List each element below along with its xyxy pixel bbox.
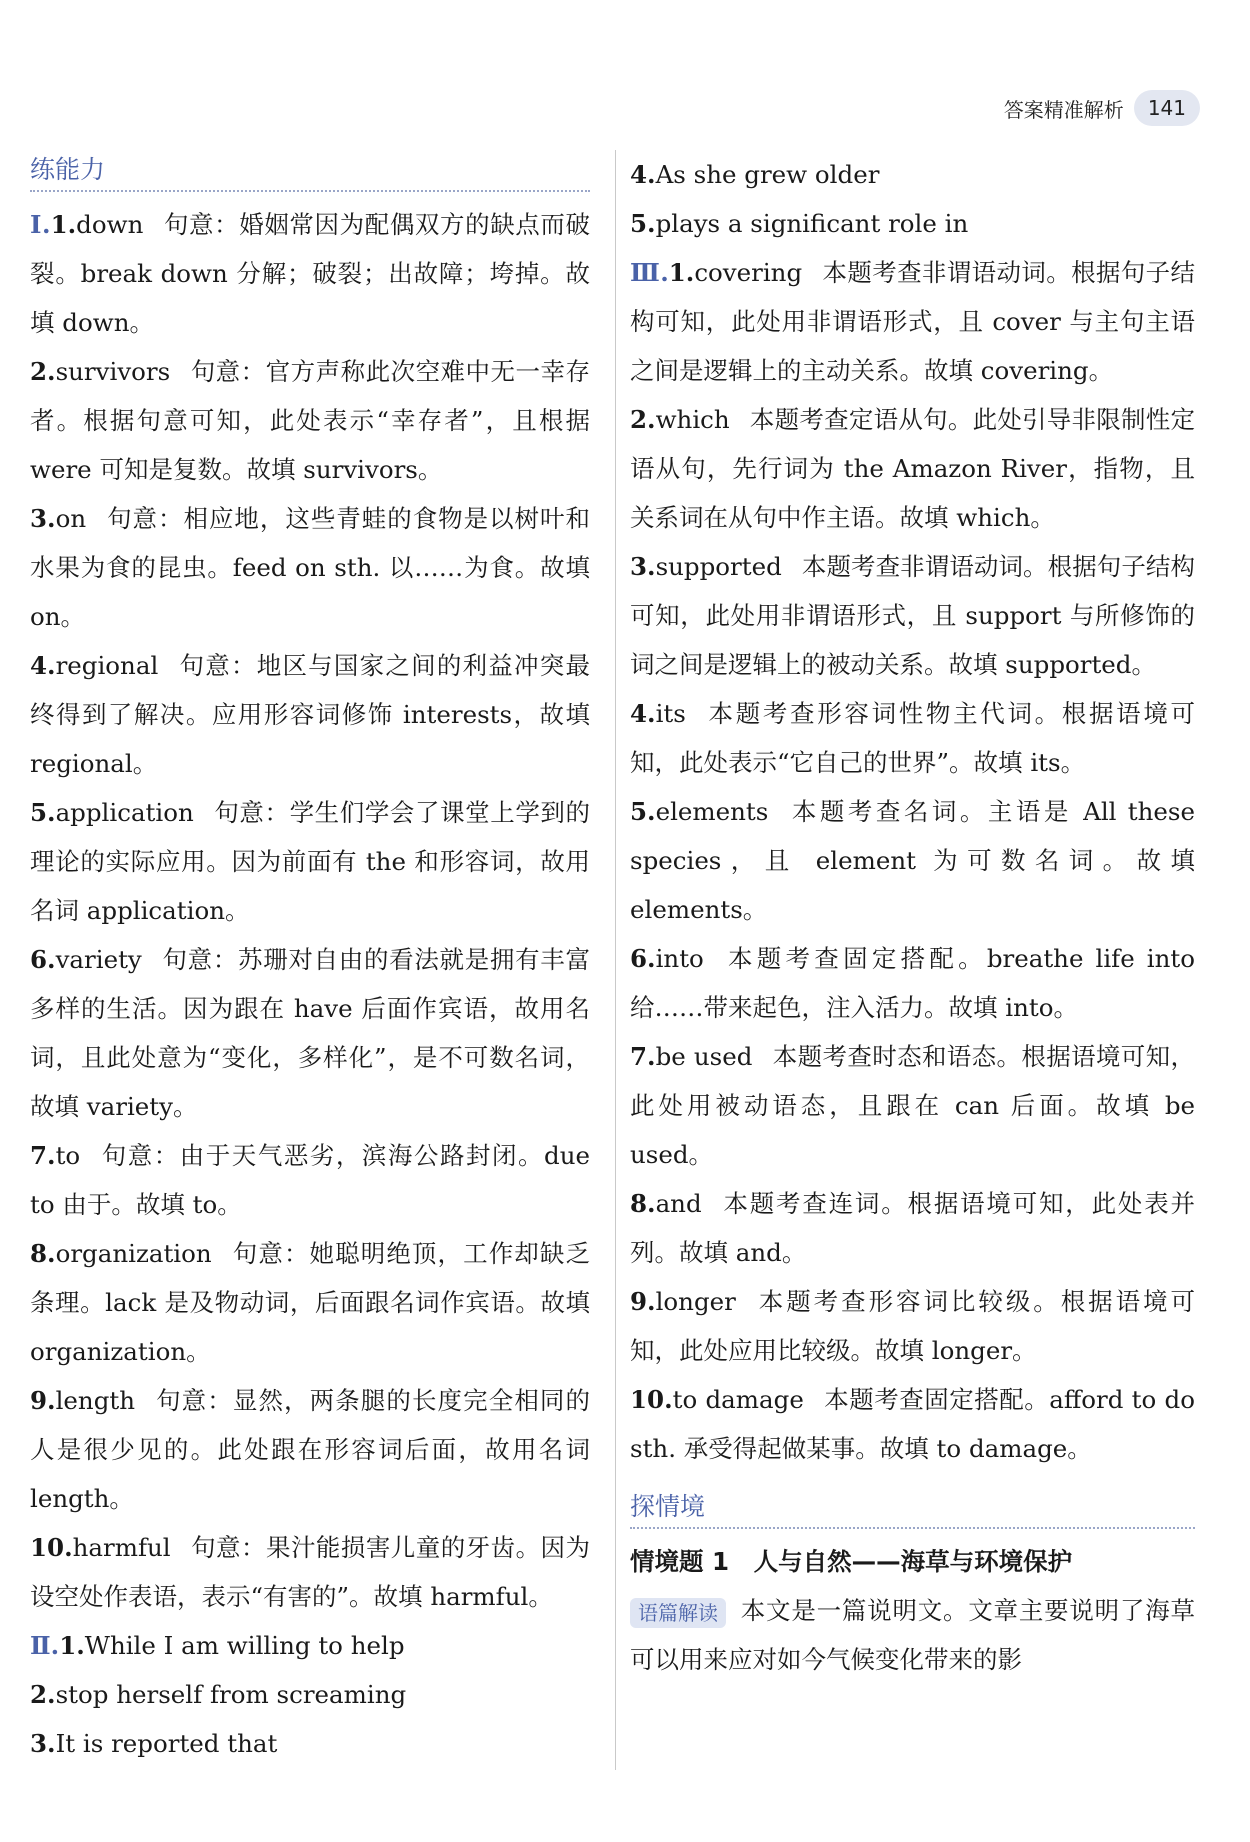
reading-summary — [630, 1586, 1195, 1684]
part1-item-9 — [30, 1376, 590, 1523]
item-answer: regional — [55, 651, 159, 680]
item-number: 9. — [630, 1287, 656, 1316]
header-title: 答案精准解析 — [1003, 97, 1124, 122]
item-explanation: 本题考查固定搭配。afford to do sth. 承受得起做某事。故填 to damage。 — [630, 1385, 1195, 1463]
item-number: 4. — [630, 160, 656, 189]
item-explanation: 本题考查形容词比较级。根据语境可知，此处应用比较级。故填 longer。 — [630, 1287, 1195, 1365]
part3-item-10 — [630, 1375, 1195, 1473]
item-answer: into — [655, 944, 704, 973]
part1-item-8 — [30, 1229, 590, 1376]
item-number: 9. — [30, 1386, 56, 1415]
item-explanation: 句意：学生们学会了课堂上学到的理论的实际应用。因为前面有 the 和形容词，故用名词 application。 — [30, 798, 590, 925]
item-number: 1. — [59, 1631, 85, 1660]
part2-list — [30, 1621, 590, 1768]
part1-item-6 — [30, 935, 590, 1131]
item-number: 3. — [30, 1729, 56, 1758]
item-number: 1. — [50, 210, 77, 239]
item-explanation: 本题考查非谓语动词。根据句子结构可知，此处用非谓语形式，且 cover 与主句主语之间是逻辑上的主动关系。故填 covering。 — [630, 258, 1196, 385]
item-explanation: 本题考查连词。根据语境可知，此处表并列。故填 and。 — [630, 1189, 1195, 1267]
item-answer: and — [655, 1189, 702, 1218]
left-column — [30, 150, 590, 1768]
item-answer: variety — [55, 945, 142, 974]
item-answer: on — [55, 504, 87, 533]
part1-item-5 — [30, 788, 590, 935]
part3-item-4 — [630, 689, 1195, 787]
part3-item-3 — [630, 542, 1195, 689]
part3-item-1 — [630, 248, 1195, 395]
item-number: 3. — [630, 552, 656, 581]
item-explanation: 本题考查名词。主语是 All these species，且 element 为可数名词。故填 elements。 — [630, 797, 1195, 924]
item-answer: As she grew older — [655, 160, 880, 189]
item-number: 8. — [30, 1239, 56, 1268]
item-answer: plays a significant role in — [655, 209, 969, 238]
item-number: 5. — [30, 798, 56, 827]
part3-label: Ⅲ. — [630, 258, 669, 287]
item-number: 1. — [668, 258, 695, 287]
item-number: 10. — [630, 1385, 673, 1414]
item-number: 5. — [630, 797, 656, 826]
item-explanation: 句意：婚姻常因为配偶双方的缺点而破裂。break down 分解；破裂；出故障；垮掉。故填 down。 — [30, 210, 590, 337]
item-explanation: 句意：由于天气恶劣，滨海公路封闭。due to 由于。故填 to。 — [30, 1141, 590, 1219]
part2-cont-item-2 — [630, 199, 1195, 248]
part3-item-5 — [630, 787, 1195, 934]
item-answer: longer — [655, 1287, 736, 1316]
item-number: 7. — [630, 1042, 656, 1071]
item-explanation: 句意：显然，两条腿的长度完全相同的人是很少见的。此处跟在形容词后面，故用名词 length。 — [30, 1386, 590, 1513]
part2-item-2 — [30, 1670, 590, 1719]
item-number: 8. — [630, 1189, 656, 1218]
item-explanation: 本题考查固定搭配。breathe life into 给……带来起色，注入活力。故填 into。 — [630, 944, 1195, 1022]
part1-item-3 — [30, 494, 590, 641]
item-answer: to — [55, 1141, 81, 1170]
part1-label: Ⅰ. — [30, 210, 51, 239]
section-title-practice: 练能力 — [30, 150, 590, 192]
column-divider — [615, 150, 616, 1770]
part2-list-continued — [630, 150, 1195, 248]
item-explanation: 本题考查定语从句。此处引导非限制性定语从句，先行词为 the Amazon River，指物，且关系词在从句中作主语。故填 which。 — [630, 405, 1195, 532]
part3-item-6 — [630, 934, 1195, 1032]
part2-cont-item-1 — [630, 150, 1195, 199]
item-explanation: 句意：她聪明绝顶，工作却缺乏条理。lack 是及物动词，后面跟名词作宾语。故填 organization。 — [30, 1239, 590, 1366]
item-answer: harmful — [72, 1533, 171, 1562]
item-number: 6. — [30, 945, 56, 974]
part1-item-7 — [30, 1131, 590, 1229]
item-answer: supported — [655, 552, 782, 581]
reading-tag: 语篇解读 — [630, 1598, 726, 1628]
part3-item-8 — [630, 1179, 1195, 1277]
item-explanation: 句意：果汁能损害儿童的牙齿。因为设空处作表语，表示“有害的”。故填 harmful。 — [30, 1533, 590, 1611]
item-number: 7. — [30, 1141, 56, 1170]
item-answer: organization — [55, 1239, 212, 1268]
item-number: 6. — [630, 944, 656, 973]
part3-item-9 — [630, 1277, 1195, 1375]
part1-list — [30, 200, 590, 1621]
part2-item-3 — [30, 1719, 590, 1768]
right-column — [630, 150, 1195, 1684]
item-explanation: 句意：相应地，这些青蛙的食物是以树叶和水果为食的昆虫。feed on sth. 以……为食。故填 on。 — [30, 504, 590, 631]
part1-item-10 — [30, 1523, 590, 1621]
item-answer: It is reported that — [55, 1729, 278, 1758]
item-answer: be used — [655, 1042, 753, 1071]
part2-label: Ⅱ. — [30, 1631, 60, 1660]
part3-item-2 — [630, 395, 1195, 542]
part2-item-1 — [30, 1621, 590, 1670]
part3-list — [630, 248, 1195, 1473]
item-number: 5. — [630, 209, 656, 238]
reading-text: 本文是一篇说明文。文章主要说明了海草可以用来应对如今气候变化带来的影 — [630, 1596, 1195, 1674]
item-number: 4. — [630, 699, 656, 728]
item-number: 3. — [30, 504, 56, 533]
item-explanation: 本题考查时态和语态。根据语境可知，此处用被动语态，且跟在 can 后面。故填 be used。 — [630, 1042, 1196, 1169]
item-explanation: 句意：地区与国家之间的利益冲突最终得到了解决。应用形容词修饰 interests，故填 regional。 — [30, 651, 590, 778]
section-title-context: 探情境 — [630, 1487, 1195, 1529]
item-explanation: 句意：官方声称此次空难中无一幸存者。根据句意可知，此处表示“幸存者”，且根据 were 可知是复数。故填 survivors。 — [30, 357, 590, 484]
item-answer: application — [55, 798, 194, 827]
item-number: 10. — [30, 1533, 73, 1562]
item-answer: its — [655, 699, 686, 728]
item-answer: length — [55, 1386, 135, 1415]
item-answer: covering — [694, 258, 803, 287]
item-explanation: 本题考查形容词性物主代词。根据语境可知，此处表示“它自己的世界”。故填 its。 — [630, 699, 1195, 777]
part1-item-4 — [30, 641, 590, 788]
page-header — [1004, 86, 1200, 130]
item-answer: down — [76, 210, 144, 239]
item-answer: which — [655, 405, 730, 434]
item-answer: While I am willing to help — [84, 1631, 405, 1660]
item-number: 4. — [30, 651, 56, 680]
item-number: 2. — [630, 405, 656, 434]
item-answer: stop herself from screaming — [55, 1680, 407, 1709]
item-explanation: 本题考查非谓语动词。根据句子结构可知，此处用非谓语形式，且 support 与所修饰的词之间是逻辑上的被动关系。故填 supported。 — [630, 552, 1195, 679]
part1-item-1 — [30, 200, 590, 347]
page-number: 141 — [1134, 90, 1200, 126]
item-number: 2. — [30, 357, 56, 386]
part3-item-7 — [630, 1032, 1195, 1179]
item-answer: survivors — [55, 357, 171, 386]
item-answer: to damage — [672, 1385, 804, 1414]
item-explanation: 句意：苏珊对自由的看法就是拥有丰富多样的生活。因为跟在 have 后面作宾语，故用名词，且此处意为“变化，多样化”，是不可数名词，故填 variety。 — [30, 945, 590, 1121]
item-number: 2. — [30, 1680, 56, 1709]
scene-title: 情境题 1 人与自然——海草与环境保护 — [630, 1547, 1073, 1576]
item-answer: elements — [655, 797, 769, 826]
part1-item-2 — [30, 347, 590, 494]
